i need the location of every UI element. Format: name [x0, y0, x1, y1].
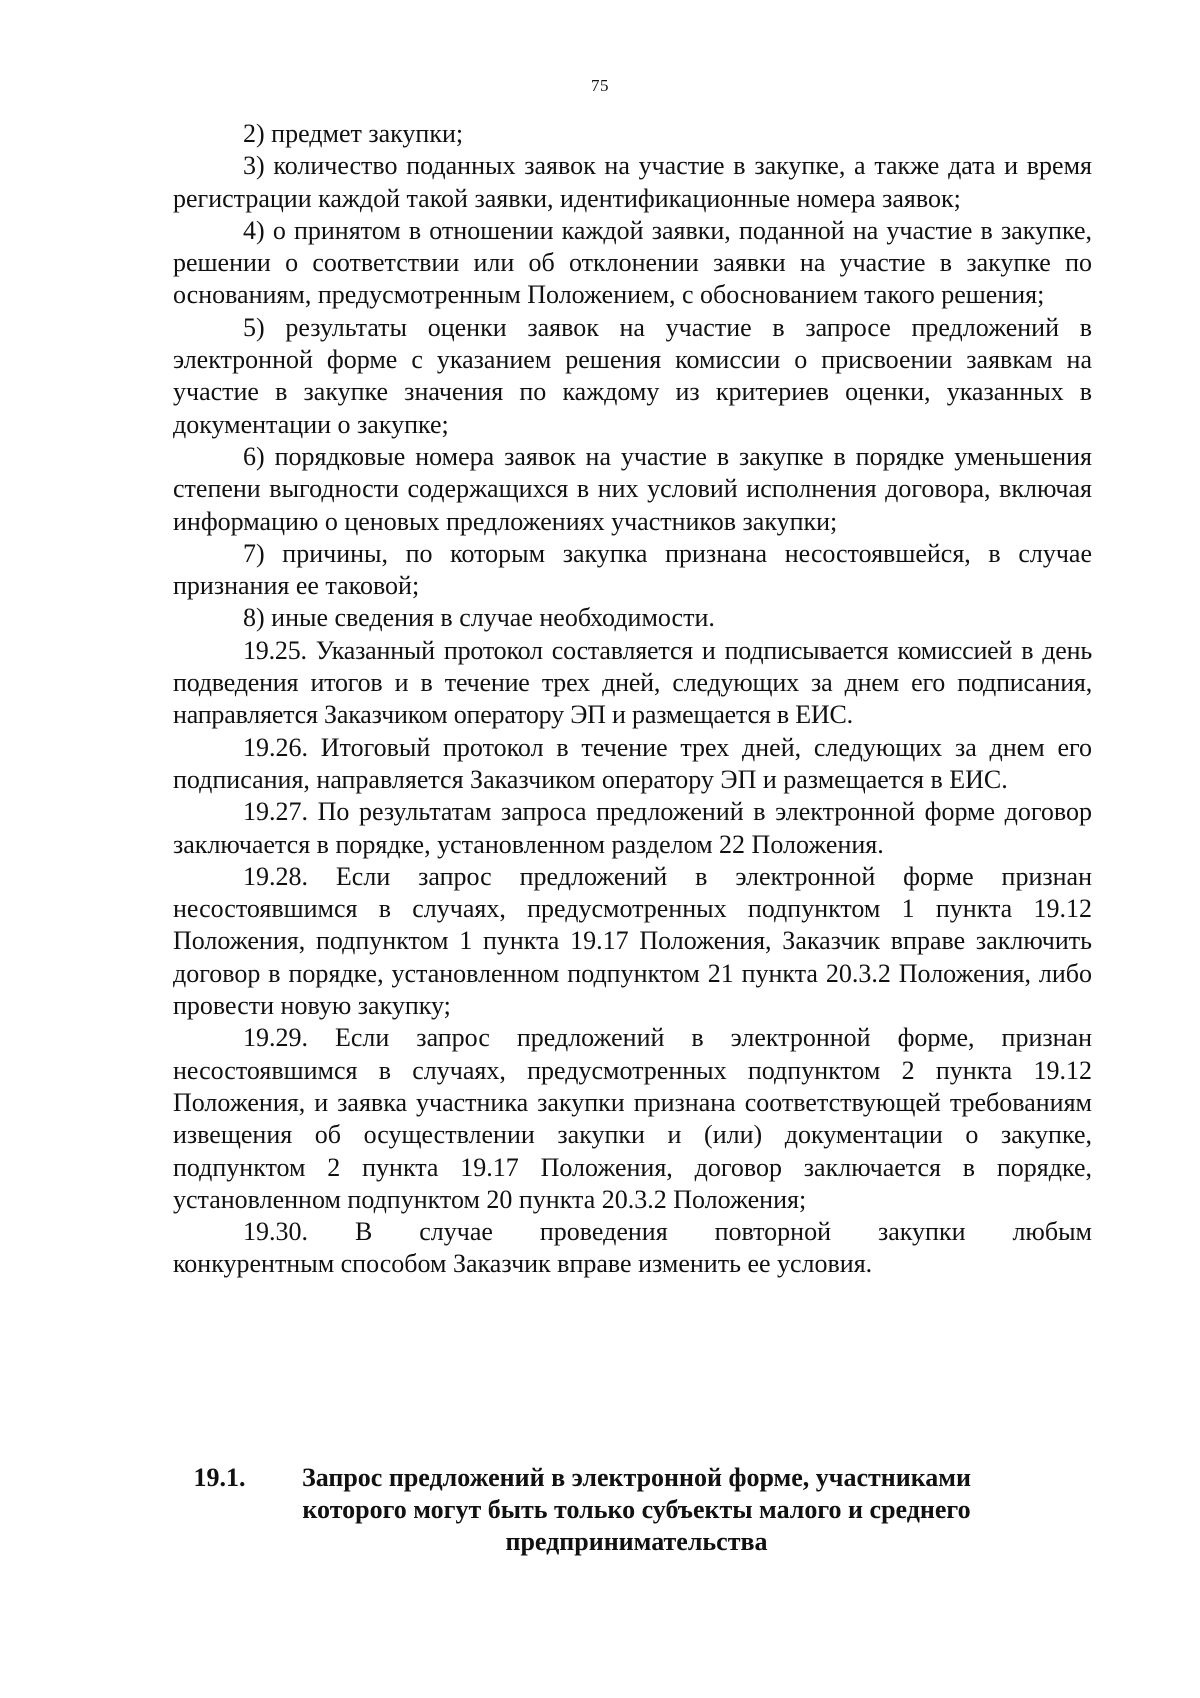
list-item-2: 2) предмет закупки; [243, 119, 464, 148]
section-number: 19.1. [193, 1463, 246, 1492]
section-heading [0, 1462, 1200, 1558]
clause-19-26: 19.26. Итоговый протокол в течение трех дней, следующих за днем его подписания, направляется Заказчиком оператору ЭП и размещается в ЕИС. [173, 732, 1092, 794]
list-item-6: 6) порядковые номера заявок на участие в закупке в порядке уменьшения степени выгодности содержащихся в них условий исполнения договора, включая информацию о ценовых предложениях участников закупки; [173, 441, 1092, 536]
document-body [173, 118, 1092, 1281]
section-number-spacer [194, 1494, 267, 1526]
section-title-line-1: Запрос предложений в электронной форме, участниками [301, 1463, 971, 1492]
clause-19-30: 19.30. В случае проведения повторной закупки любым [243, 1217, 1092, 1247]
section-title-line-3: предпринимательства [505, 1527, 768, 1556]
clause-19-28: 19.28. Если запрос предложений в электронной форме признан несостоявшимся в случаях, предусмотренных подпунктом 1 пункта 19.12 Положения, подпунктом 1 пункта 19.17 Положения, Заказчик вправе заключить договор в порядке, установленном подпунктом 21 пункта 20.3.2 Положения, либо провести новую закупку; [173, 861, 1092, 1021]
list-item-4: 4) о принятом в отношении каждой заявки, поданной на участие в закупке, решении о соответствии или об отклонении заявки на участие в закупке по основаниям, предусмотренным Положением, с обоснованием такого решения; [173, 215, 1092, 310]
list-item-5: 5) результаты оценки заявок на участие в запросе предложений в электронной форме с указанием решения комиссии о присвоении заявкам на участие в закупке значения по каждому из критериев оценки, указанных в документации о закупке; [173, 312, 1092, 439]
clause-19-29: 19.29. Если запрос предложений в электронной форме, признан несостоявшимся в случаях, предусмотренных подпунктом 2 пункта 19.12 Положения, и заявка участника закупки признана соответствующей требованиям извещения об осуществлении закупки и (или) документации о закупке, подпунктом 2 пункта 19.17 Положения, договор заключается в порядке, установленном подпунктом 20 пункта 20.3.2 Положения; [173, 1023, 1092, 1214]
list-item-7: 7) причины, по которым закупка признана несостоявшейся, в случае признания ее таковой; [173, 538, 1092, 601]
list-item-3: 3) количество поданных заявок на участие в закупке, а также дата и время регистрации каждой такой заявки, идентификационные номера заявок; [173, 151, 1092, 213]
clause-19-25: 19.25. Указанный протокол составляется и подписывается комиссией в день подведения итогов и в течение трех дней, следующих за днем его подписания, направляется Заказчиком оператору ЭП и размещается в ЕИС. [173, 635, 1092, 730]
section-number-spacer [194, 1526, 267, 1558]
clause-19-30-continuation: конкурентным способом Заказчик вправе изменить ее условия. [173, 1249, 873, 1279]
page-number: 75 [591, 76, 609, 95]
clause-19-27: 19.27. По результатам запроса предложений в электронной форме договор заключается в порядке, установленном разделом 22 Положения. [173, 797, 1092, 859]
section-title-line-2: которого могут быть только субъекты малого и среднего [302, 1495, 971, 1524]
list-item-8: 8) иные сведения в случае необходимости. [243, 603, 715, 633]
